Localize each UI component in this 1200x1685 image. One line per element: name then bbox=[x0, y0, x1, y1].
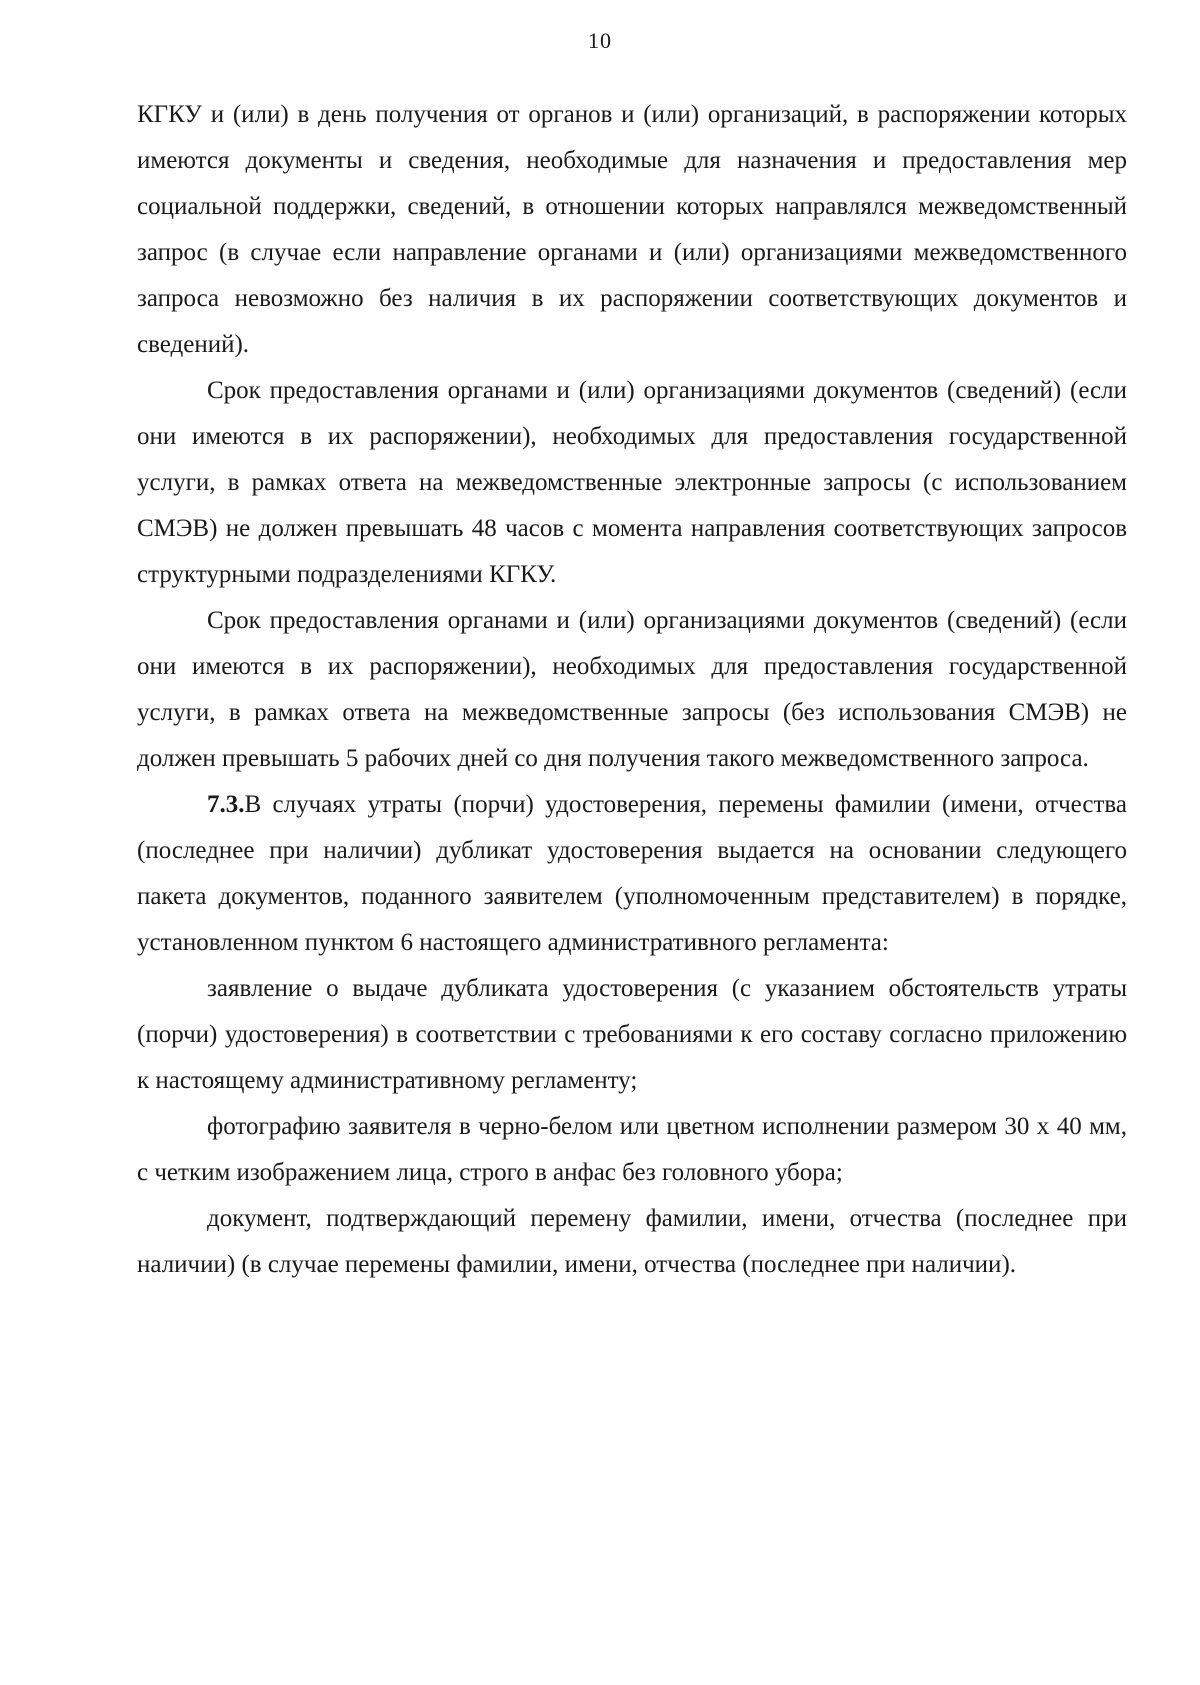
paragraph-text: заявление о выдаче дубликата удостоверения (с указанием обстоятельств утраты (порчи) удостоверения) в соответствии с требованиями к его составу согласно приложению к настоящему административному регламенту; bbox=[137, 975, 1127, 1094]
clause-number: 7.3. bbox=[207, 791, 245, 818]
paragraph-text: фотографию заявителя в черно-белом или цветном исполнении размером 30 x 40 мм, с четким изображением лица, строго в анфас без головного убора; bbox=[137, 1113, 1127, 1186]
paragraph-text: документ, подтверждающий перемену фамилии, имени, отчества (последнее при наличии) (в случае перемены фамилии, имени, отчества (последнее при наличии). bbox=[137, 1205, 1127, 1278]
paragraph-text: В случаях утраты (порчи) удостоверения, перемены фамилии (имени, отчества (последнее при наличии) дубликат удостоверения выдается на основании следующего пакета документов, поданного заявителем (уполномоченным представителем) в порядке, установленном пунктом 6 настоящего административного регламента: bbox=[137, 791, 1127, 956]
paragraph-smev-deadline bbox=[137, 368, 1127, 598]
document-body bbox=[137, 92, 1127, 1288]
paragraph-7-3 bbox=[137, 782, 1127, 966]
list-item-photo bbox=[137, 1104, 1127, 1196]
list-item-name-change-document bbox=[137, 1196, 1127, 1288]
page-number: 10 bbox=[588, 28, 612, 53]
paragraph-non-smev-deadline bbox=[137, 598, 1127, 782]
paragraph-text: Срок предоставления органами и (или) организациями документов (сведений) (если они имеются в их распоряжении), необходимых для предоставления государственной услуги, в рамках ответа на межведомственные электронные запросы (с использованием СМЭВ) не должен превышать 48 часов с момента направления соответствующих запросов структурными подразделениями КГКУ. bbox=[137, 377, 1127, 588]
paragraph-continuation bbox=[137, 92, 1127, 368]
paragraph-text: Срок предоставления органами и (или) организациями документов (сведений) (если они имеются в их распоряжении), необходимых для предоставления государственной услуги, в рамках ответа на межведомственные запросы (без использования СМЭВ) не должен превышать 5 рабочих дней со дня получения такого межведомственного запроса. bbox=[137, 607, 1127, 772]
list-item-application bbox=[137, 966, 1127, 1104]
paragraph-text: КГКУ и (или) в день получения от органов и (или) организаций, в распоряжении которых имеются документы и сведения, необходимые для назначения и предоставления мер социальной поддержки, сведений, в отношении которых направлялся межведомственный запрос (в случае если направление органами и (или) организациями межведомственного запроса невозможно без наличия в их распоряжении соответствующих документов и сведений). bbox=[137, 101, 1127, 358]
